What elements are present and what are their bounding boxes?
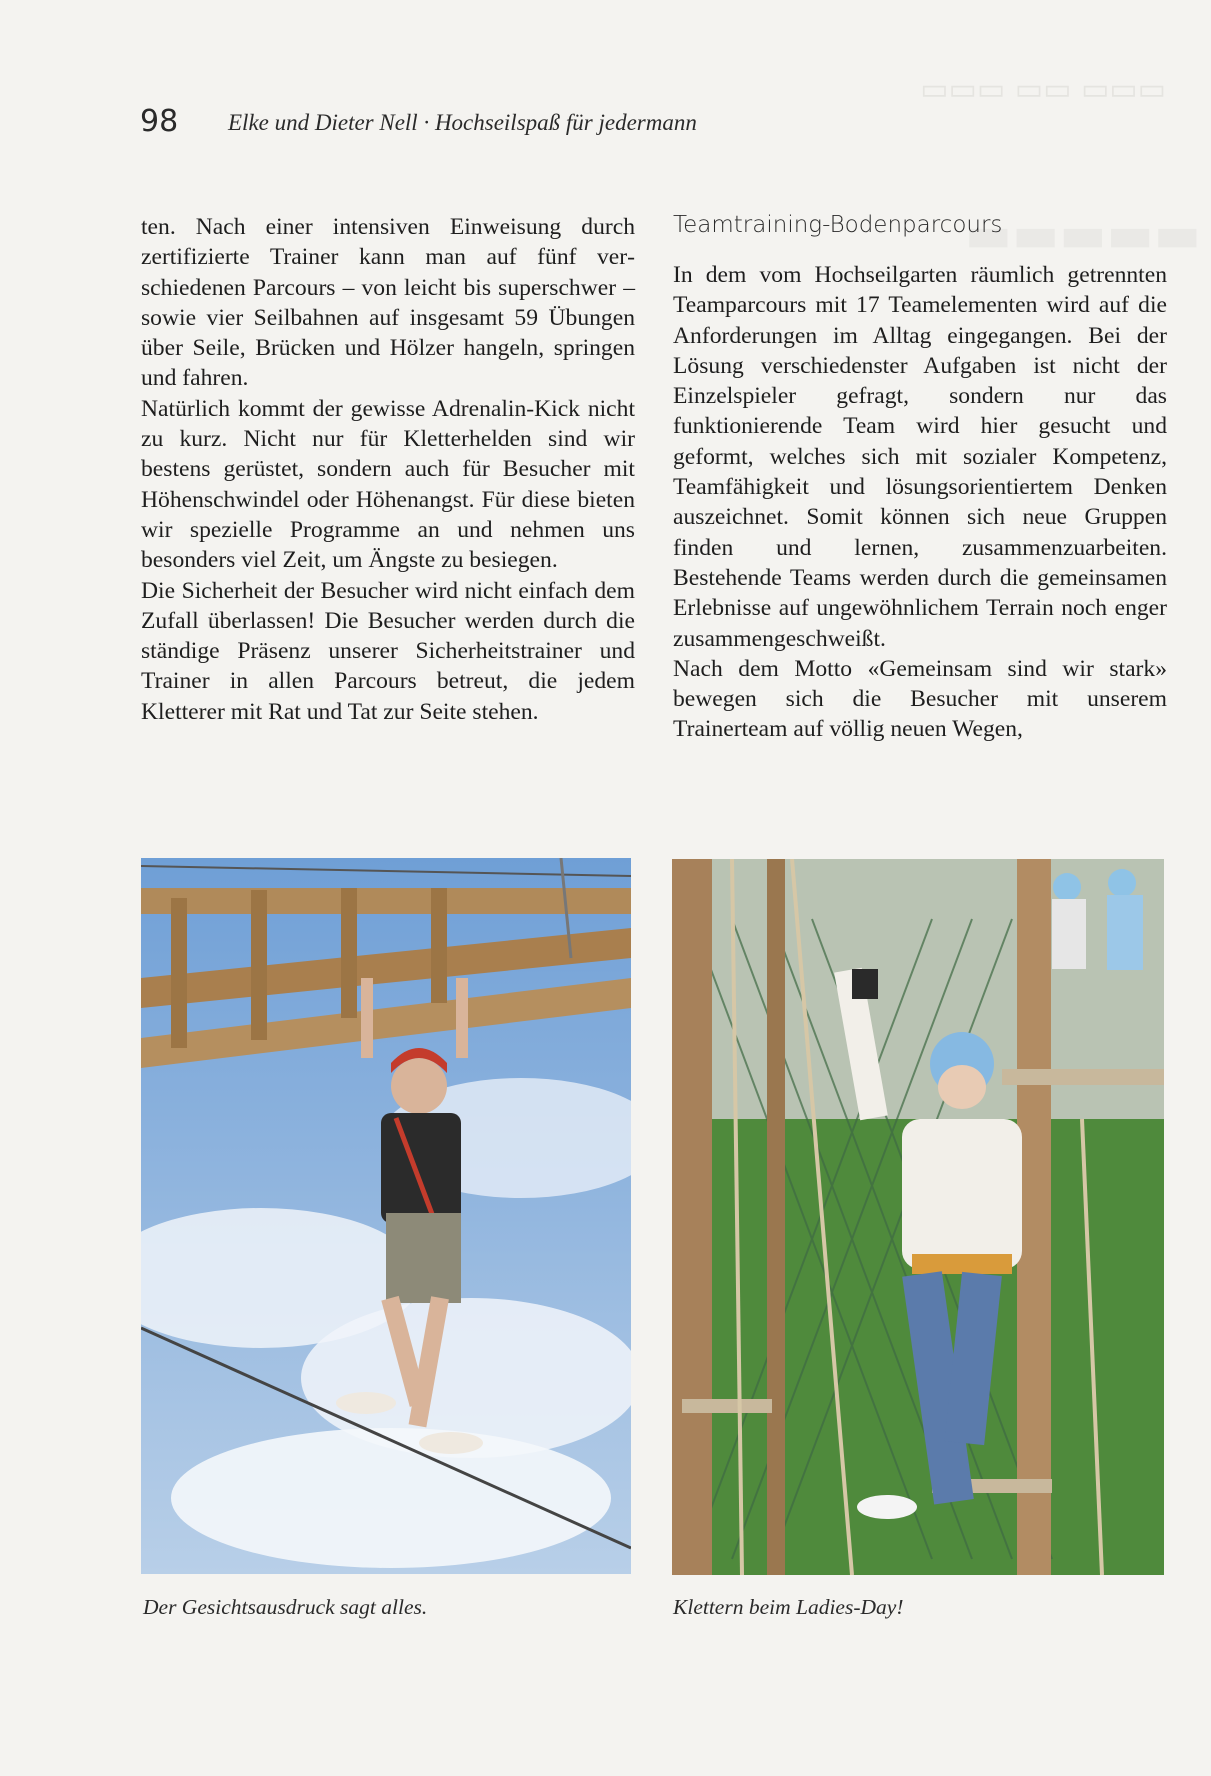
body-paragraph: In dem vom Hochseilgarten räumlich getrennten Teamparcours mit 17 Teamelementen wird auf die Anforderungen im Alltag eingegangen. Bei der Lösung verschiedenster Aufgaben ist nicht der Einzelspieler gefragt, sondern nur das funktionierende Team wird hier gesucht und geformt, welches sich mit sozialer Kompetenz, Teamfähigkeit und lösungsorientiertem Denken auszeichnet. Somit können sich neue Gruppen finden und lernen, zusammenzuarbeiten. Bestehende Teams werden durch die gemeinsamen Erlebnisse auf ungewöhnlichem Terrain noch enger zusammengeschweißt. (673, 262, 1167, 652)
body-paragraph: Die Sicherheit der Besucher wird nicht einfach dem Zufall überlassen! Die Besucher werden durch die ständige Präsenz unserer Sicherheitstrainer und Trainer in allen Parcours betreut, die jedem Kletterer mit Rat und Tat zur Seite stehen. (141, 577, 635, 725)
page-number: 98 (140, 104, 179, 139)
figure-caption: Klettern beim Ladies-Day! (673, 1595, 904, 1619)
body-paragraph: Nach dem Motto «Gemeinsam sind wir stark» bewegen sich die Besucher mit unserem Trainerteam auf völlig neuen Wegen, (673, 655, 1167, 743)
photo-girl-climbing-net (672, 859, 1164, 1575)
photo-boy-on-rope-course (141, 858, 631, 1574)
bleed-through-heading: ▬▬▬▬▬ (964, 205, 1201, 263)
body-paragraph: Natürlich kommt der gewisse Adrenalin-Kick nicht zu kurz. Nicht nur für Kletterhelden sind wir bestens gerüstet, sondern auch für Besucher mit Höhenschwindel oder Höhenangst. Für diese bieten wir spezielle Programme an und nehmen uns besonders viel Zeit, um Ängste zu besiegen. (141, 395, 635, 574)
figure-caption: Der Gesichtsausdruck sagt alles. (143, 1595, 428, 1619)
page-header (140, 100, 1140, 140)
right-column (673, 210, 1167, 745)
section-heading: Teamtraining-Bodenparcours (673, 212, 1003, 238)
left-column (141, 212, 635, 727)
bleed-through-text: ▭▭▭ ▭▭ ▭▭▭ (920, 72, 1166, 107)
running-head: Elke und Dieter Nell · Hochseilspaß für jedermann (228, 110, 697, 135)
body-paragraph: ten. Nach einer intensiven Einweisung durch zertifizierte Trainer kann man auf fünf verschiedenen Parcours – von leicht bis superschwer – sowie vier Seilbahnen auf insgesamt 59 Übungen über Seile, Brücken und Hölzer hangeln, springen und fahren. (141, 214, 635, 392)
